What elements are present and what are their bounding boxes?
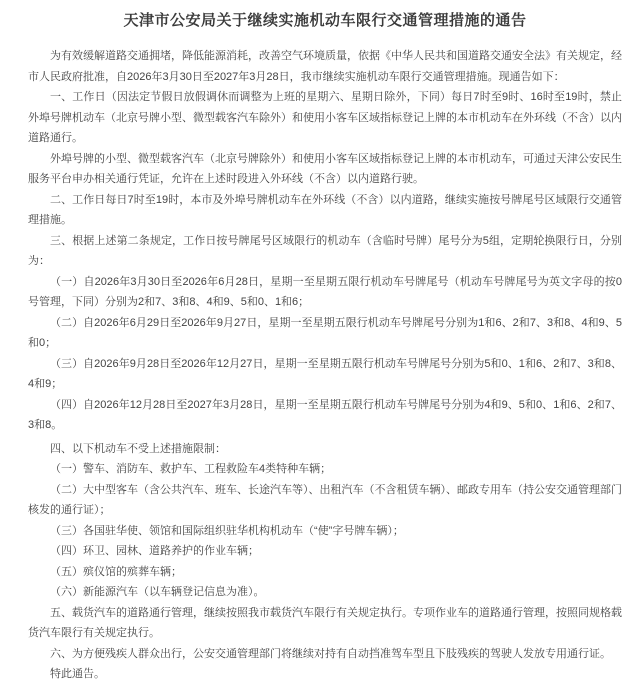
- notice-paragraph: 三、根据上述第二条规定，工作日按号牌尾号区域限行的机动车（含临时号牌）尾号分为5组，定期轮换限行日，分别为：: [28, 234, 622, 267]
- notice-paragraph: 外埠号牌的小型、微型载客汽车（北京号牌除外）和使用小客车区域指标登记上牌的本市机动车，可通过天津公安民生服务平台申办相关通行凭证，允许在上述时段进入外环线（不含）以内道路行驶。: [28, 152, 622, 185]
- notice-paragraph: 为有效缓解道路交通拥堵，降低能源消耗，改善空气环境质量，依据《中华人民共和国道路交通安全法》有关规定，经市人民政府批准，自2026年3月30日至2027年3月28日，我市继续实施机动车限行交通管理措施。现通告如下：: [28, 50, 622, 83]
- notice-title: 天津市公安局关于继续实施机动车限行交通管理措施的通告: [123, 12, 527, 29]
- notice-paragraph: 五、载货汽车的道路通行管理，继续按照我市载货汽车限行有关规定执行。专项作业车的道路通行管理，按照同规格载货汽车限行有关规定执行。: [28, 606, 622, 639]
- notice-body: [28, 46, 622, 685]
- notice-paragraph: 一、工作日（因法定节假日放假调休而调整为上班的星期六、星期日除外，下同）每日7时至9时、16时至19时，禁止外埠号牌机动车（北京号牌小型、微型载客汽车除外）和使用小客车区域指标登记上牌的本市机动车在外环线（不含）以内道路通行。: [28, 91, 622, 144]
- notice-paragraph: （二）大中型客车（含公共汽车、班车、长途汽车等）、出租汽车（不含租赁车辆）、邮政专用车（持公安交通管理部门核发的通行证）；: [28, 483, 622, 516]
- notice-paragraph: （三）自2026年9月28日至2026年12月27日，星期一至星期五限行机动车号牌尾号分别为5和0、1和6、2和7、3和8、4和9；: [28, 357, 622, 390]
- notice-paragraph: （一）警车、消防车、救护车、工程救险车4类特种车辆；: [50, 463, 332, 475]
- notice-paragraph: 四、以下机动车不受上述措施限制：: [50, 442, 226, 455]
- notice-paragraph: （四）环卫、园林、道路养护的作业车辆；: [50, 545, 259, 557]
- notice-paragraph: （四）自2026年12月28日至2027年3月28日，星期一至星期五限行机动车号牌尾号分别为4和9、5和0、1和6、2和7、3和8。: [28, 398, 622, 431]
- notice-paragraph: 六、为方便残疾人群众出行，公安交通管理部门将继续对持有自动挡准驾车型且下肢残疾的驾驶人发放专用通行证。: [50, 647, 611, 660]
- notice-paragraph: （三）各国驻华使、领馆和国际组织驻华机构机动车（“使”字号牌车辆）；: [50, 524, 404, 537]
- notice-paragraph: （六）新能源汽车（以车辆登记信息为准）。: [50, 586, 265, 598]
- notice-paragraph: 特此通告。: [50, 668, 105, 680]
- notice-paragraph: （五）殡仪馆的殡葬车辆；: [50, 565, 182, 578]
- notice-paragraph: 二、工作日每日7时至19时，本市及外埠号牌机动车在外环线（不含）以内道路，继续实施按号牌尾号区域限行交通管理措施。: [28, 193, 622, 226]
- notice-paragraph: （一）自2026年3月30日至2026年6月28日，星期一至星期五限行机动车号牌尾号（机动车号牌尾号为英文字母的按0号管理，下同）分别为2和7、3和8、4和9、5和0、1和6；: [28, 275, 622, 308]
- notice-paragraph: （二）自2026年6月29日至2026年9月27日，星期一至星期五限行机动车号牌尾号分别为1和6、2和7、3和8、4和9、5和0；: [28, 316, 622, 349]
